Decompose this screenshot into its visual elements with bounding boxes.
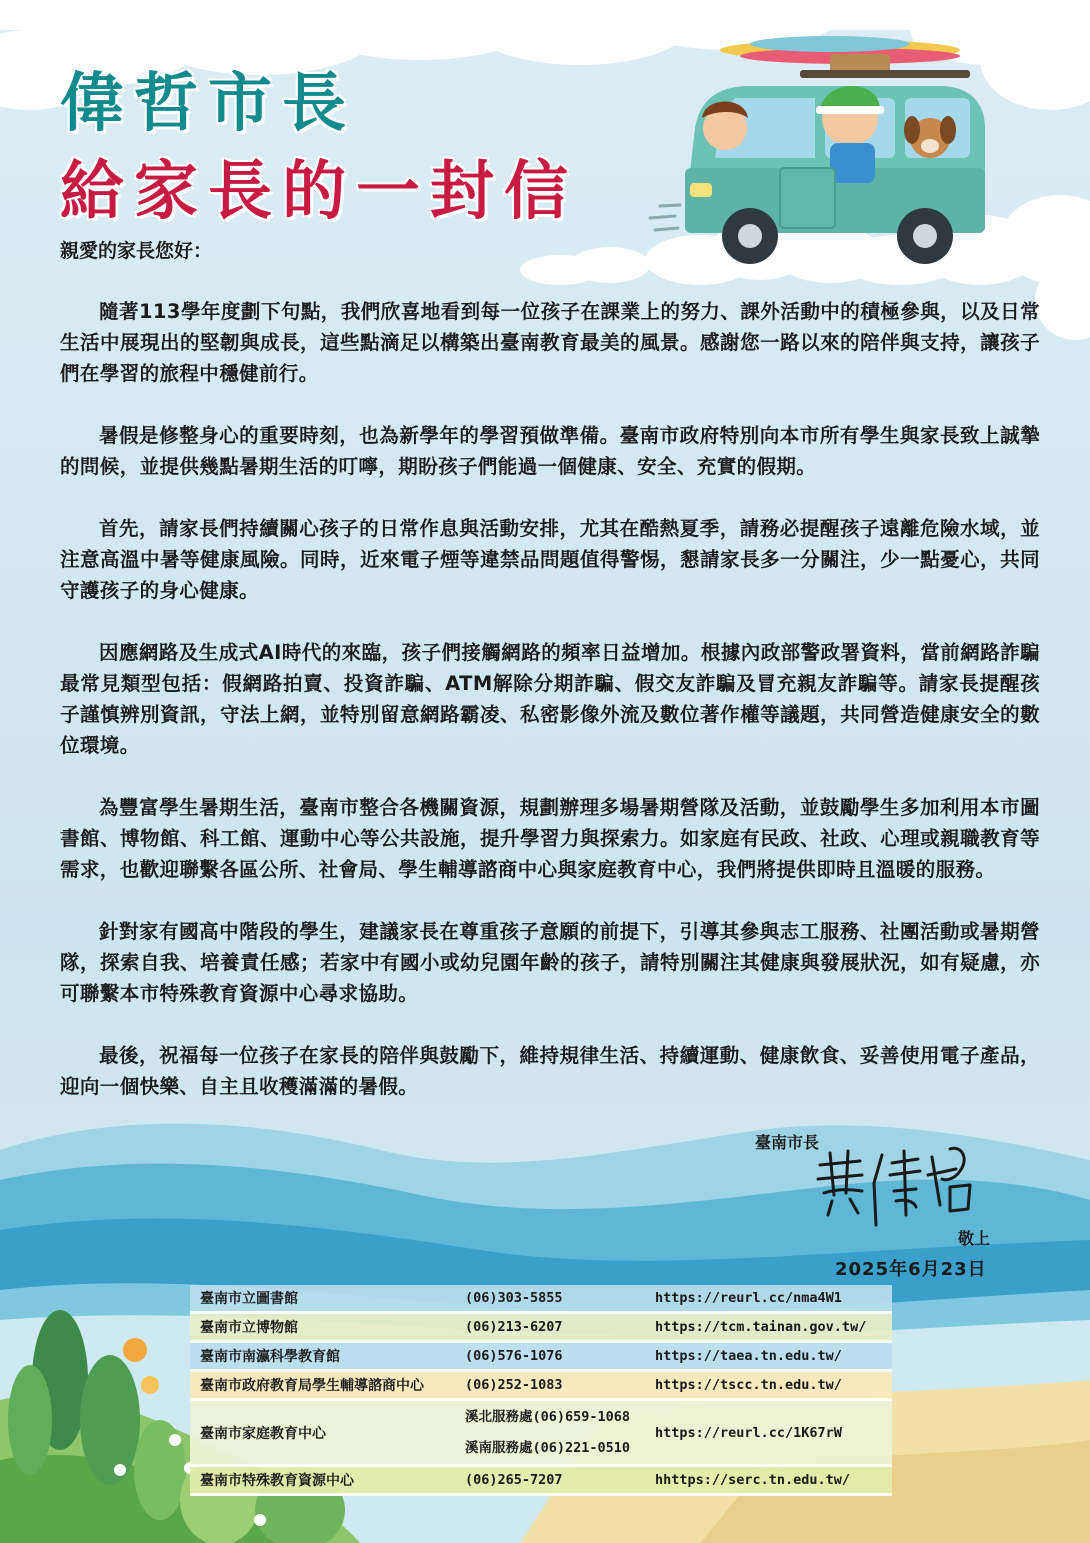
signature-date: 2025年6月23日 bbox=[835, 1259, 987, 1280]
contact-url[interactable]: https://reurl.cc/1K67rW bbox=[655, 1424, 842, 1441]
contact-row bbox=[190, 1467, 892, 1496]
title-line1: 偉哲市長 bbox=[60, 67, 356, 141]
contact-row bbox=[190, 1314, 892, 1343]
title-line2: 給家長的一封信 bbox=[60, 155, 578, 229]
letter-body bbox=[60, 296, 1040, 1133]
paragraph: 最後，祝福每一位孩子在家長的陪伴與鼓勵下，維持規律生活、持續運動、健康飲食、妥善使用電子產品，迎向一個快樂、自主且收穫滿滿的暑假。 bbox=[60, 1044, 1040, 1098]
contact-table bbox=[190, 1285, 892, 1496]
paragraph: 因應網路及生成式AI時代的來臨，孩子們接觸網路的頻率日益增加。根據內政部警政署資料，當前網路詐騙最常見類型包括：假網路拍賣、投資詐騙、ATM解除分期詐騙、假交友詐騙及冒充親友詐騙等。請家長提醒孩子謹慎辨別資訊，守法上網，並特別留意網路霸凌、私密影像外流及數位著作權等議題，共同營造健康安全的數位環境。 bbox=[60, 641, 1040, 757]
contact-name: 臺南市政府教育局學生輔導諮商中心 bbox=[200, 1378, 424, 1394]
contact-phone-north: 溪北服務處(06)659-1068 bbox=[465, 1408, 631, 1425]
signature-city: 臺南市長 bbox=[755, 1133, 820, 1152]
signature-closing: 敬上 bbox=[958, 1229, 991, 1248]
paragraph: 首先，請家長們持續關心孩子的日常作息與活動安排，尤其在酷熱夏季，請務必提醒孩子遠離危險水域，並注意高溫中暑等健康風險。同時，近來電子煙等違禁品問題值得警惕，懇請家長多一分關注，少一點憂心，共同守護孩子的身心健康。 bbox=[60, 517, 1040, 602]
contact-phone: (06)265-7207 bbox=[465, 1472, 563, 1488]
contact-url[interactable]: https://tcm.tainan.gov.tw/ bbox=[655, 1319, 867, 1335]
paragraph: 針對家有國高中階段的學生，建議家長在尊重孩子意願的前提下，引導其參與志工服務、社團活動或暑期營隊，探索自我、培養責任感；若家中有國小或幼兒園年齡的孩子，請特別關注其健康與發展狀況，如有疑慮，亦可聯繫本市特殊教育資源中心尋求協助。 bbox=[60, 920, 1040, 1005]
paragraph: 暑假是修整身心的重要時刻，也為新學年的學習預做準備。臺南市政府特別向本市所有學生與家長致上誠摯的問候，並提供幾點暑期生活的叮嚀，期盼孩子們能過一個健康、安全、充實的假期。 bbox=[60, 424, 1040, 478]
contact-phone: (06)213-6207 bbox=[465, 1319, 563, 1335]
contact-phone bbox=[465, 1402, 655, 1464]
contact-name: 臺南市特殊教育資源中心 bbox=[200, 1473, 354, 1489]
greeting: 親愛的家長您好： bbox=[60, 240, 213, 262]
contact-row bbox=[190, 1401, 892, 1467]
contact-name: 臺南市立博物館 bbox=[200, 1320, 298, 1336]
contact-row bbox=[190, 1285, 892, 1314]
contact-url[interactable]: https://reurl.cc/nma4W1 bbox=[655, 1290, 842, 1306]
contact-phone: (06)252-1083 bbox=[465, 1377, 563, 1393]
contact-name: 臺南市立圖書館 bbox=[200, 1291, 298, 1307]
paragraph: 為豐富學生暑期生活，臺南市整合各機關資源，規劃辦理多場暑期營隊及活動，並鼓勵學生多加利用本市圖書館、博物館、科工館、運動中心等公共設施，提升學習力與探索力。如家庭有民政、社政、心理或親職教育等需求，也歡迎聯繫各區公所、社會局、學生輔導諮商中心與家庭教育中心，我們將提供即時且溫暖的服務。 bbox=[60, 796, 1040, 881]
contact-url[interactable]: https://taea.tn.edu.tw/ bbox=[655, 1348, 842, 1364]
contact-phone: (06)303-5855 bbox=[465, 1290, 563, 1306]
contact-row bbox=[190, 1372, 892, 1401]
handwritten-signature bbox=[810, 1135, 980, 1230]
contact-url[interactable]: https://tscc.tn.edu.tw/ bbox=[655, 1377, 842, 1393]
contact-row bbox=[190, 1343, 892, 1372]
paragraph: 隨著113學年度劃下句點，我們欣喜地看到每一位孩子在課業上的努力、課外活動中的積極參與，以及日常生活中展現出的堅韌與成長，這些點滴足以構築出臺南教育最美的風景。感謝您一路以來的陪伴與支持，讓孩子們在學習的旅程中穩健前行。 bbox=[60, 300, 1040, 385]
contact-phone-south: 溪南服務處(06)221-0510 bbox=[465, 1439, 631, 1456]
contact-url[interactable]: hhttps://serc.tn.edu.tw/ bbox=[655, 1472, 851, 1488]
van-illustration bbox=[640, 18, 1000, 268]
contact-phone: (06)576-1076 bbox=[465, 1348, 563, 1364]
contact-name: 臺南市南瀛科學教育館 bbox=[200, 1349, 340, 1365]
contact-name: 臺南市家庭教育中心 bbox=[200, 1425, 326, 1442]
